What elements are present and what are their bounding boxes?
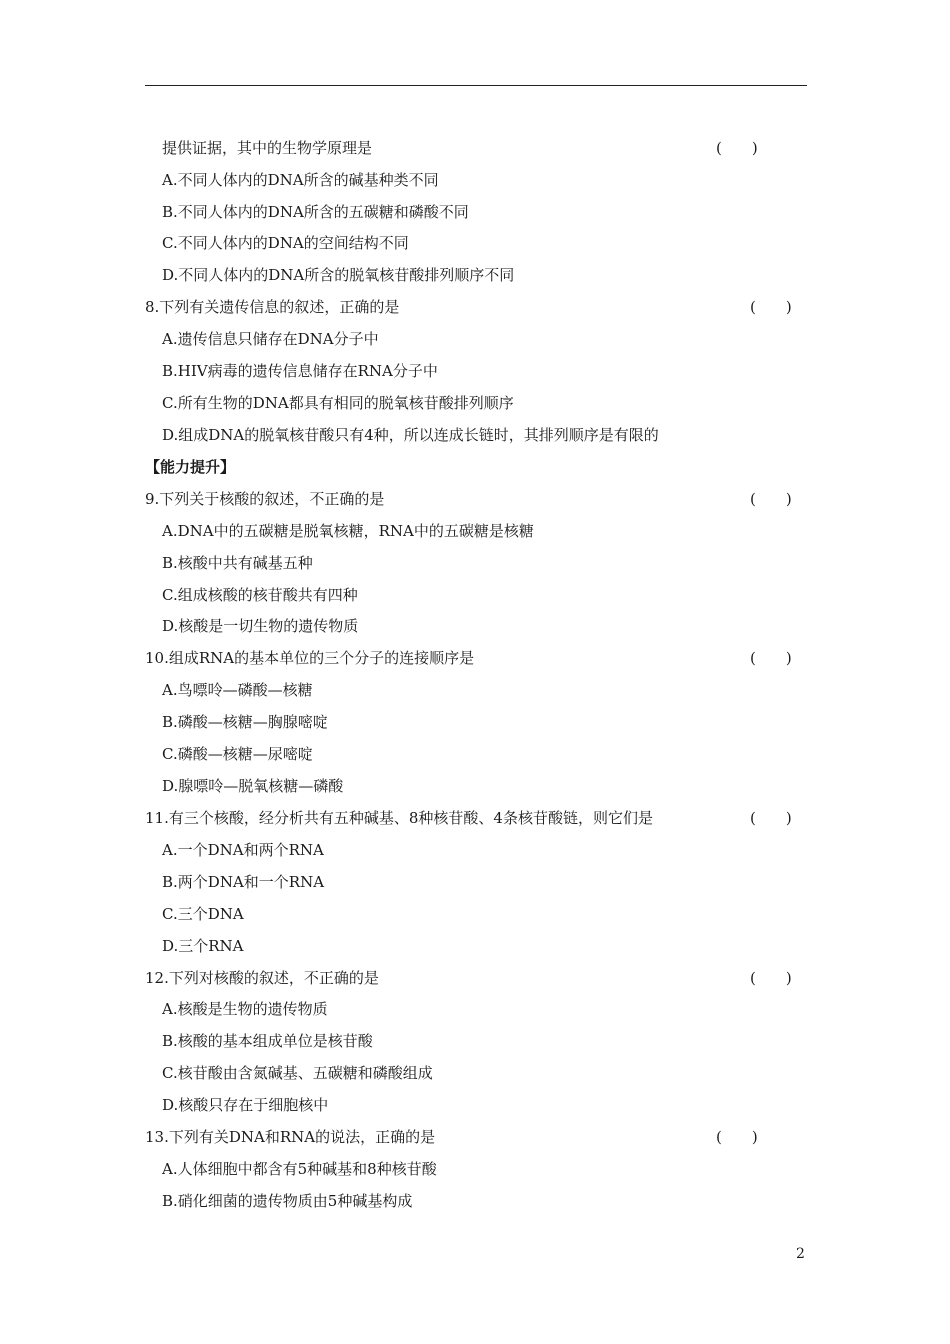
q9-option-d: D.核酸是一切生物的遗传物质: [162, 617, 359, 635]
q13-stem: 13.下列有关DNA和RNA的说法，正确的是: [145, 1128, 436, 1146]
q9-option-c: C.组成核酸的核苷酸共有四种: [162, 586, 358, 604]
q10-option-a: A.鸟嘌呤—磷酸—核糖: [162, 681, 313, 699]
q11-option-b: B.两个DNA和一个RNA: [162, 873, 325, 891]
q8-option-c: C.所有生物的DNA都具有相同的脱氧核苷酸排列顺序: [162, 394, 514, 412]
page-number: 2: [796, 1246, 805, 1262]
q10-option-b: B.磷酸—核糖—胸腺嘧啶: [162, 713, 328, 731]
q9-answer-paren: ( ): [750, 490, 792, 508]
q7-answer-paren: ( ): [716, 139, 758, 157]
q13-answer-paren: ( ): [716, 1128, 758, 1146]
q11-option-d: D.三个RNA: [162, 937, 244, 955]
q7-option-c: C.不同人体内的DNA的空间结构不同: [162, 234, 409, 252]
q12-option-d: D.核酸只存在于细胞核中: [162, 1096, 329, 1114]
q8-option-d: D.组成DNA的脱氧核苷酸只有4种，所以连成长链时，其排列顺序是有限的: [162, 426, 659, 444]
q10-answer-paren: ( ): [750, 649, 792, 667]
q12-option-b: B.核酸的基本组成单位是核苷酸: [162, 1032, 373, 1050]
q13-option-a: A.人体细胞中都含有5种碱基和8种核苷酸: [162, 1160, 437, 1178]
q12-answer-paren: ( ): [750, 969, 792, 987]
q12-stem: 12.下列对核酸的叙述，不正确的是: [145, 969, 379, 987]
header-rule: [145, 85, 807, 86]
q7-stem-continued: 提供证据，其中的生物学原理是: [162, 139, 373, 157]
q8-stem: 8.下列有关遗传信息的叙述，正确的是: [145, 298, 400, 316]
q11-option-c: C.三个DNA: [162, 905, 244, 923]
q7-option-a: A.不同人体内的DNA所含的碱基种类不同: [162, 171, 439, 189]
section-title: 【能力提升】: [145, 458, 236, 476]
q11-stem: 11.有三个核酸，经分析共有五种碱基、8种核苷酸、4条核苷酸链，则它们是: [145, 809, 653, 827]
q13-option-b: B.硝化细菌的遗传物质由5种碱基构成: [162, 1192, 413, 1210]
q8-answer-paren: ( ): [750, 298, 792, 316]
q8-option-b: B.HIV病毒的遗传信息储存在RNA分子中: [162, 362, 438, 380]
q7-option-b: B.不同人体内的DNA所含的五碳糖和磷酸不同: [162, 203, 469, 221]
q9-option-b: B.核酸中共有碱基五种: [162, 554, 313, 572]
q12-option-a: A.核酸是生物的遗传物质: [162, 1000, 328, 1018]
q10-option-d: D.腺嘌呤—脱氧核糖—磷酸: [162, 777, 344, 795]
q9-option-a: A.DNA中的五碳糖是脱氧核糖，RNA中的五碳糖是核糖: [162, 522, 534, 540]
q8-option-a: A.遗传信息只储存在DNA分子中: [162, 330, 379, 348]
q11-option-a: A.一个DNA和两个RNA: [162, 841, 324, 859]
q10-option-c: C.磷酸—核糖—尿嘧啶: [162, 745, 313, 763]
q11-answer-paren: ( ): [750, 809, 792, 827]
q10-stem: 10.组成RNA的基本单位的三个分子的连接顺序是: [145, 649, 475, 667]
q12-option-c: C.核苷酸由含氮碱基、五碳糖和磷酸组成: [162, 1064, 433, 1082]
q7-option-d: D.不同人体内的DNA所含的脱氧核苷酸排列顺序不同: [162, 266, 515, 284]
q9-stem: 9.下列关于核酸的叙述，不正确的是: [145, 490, 385, 508]
